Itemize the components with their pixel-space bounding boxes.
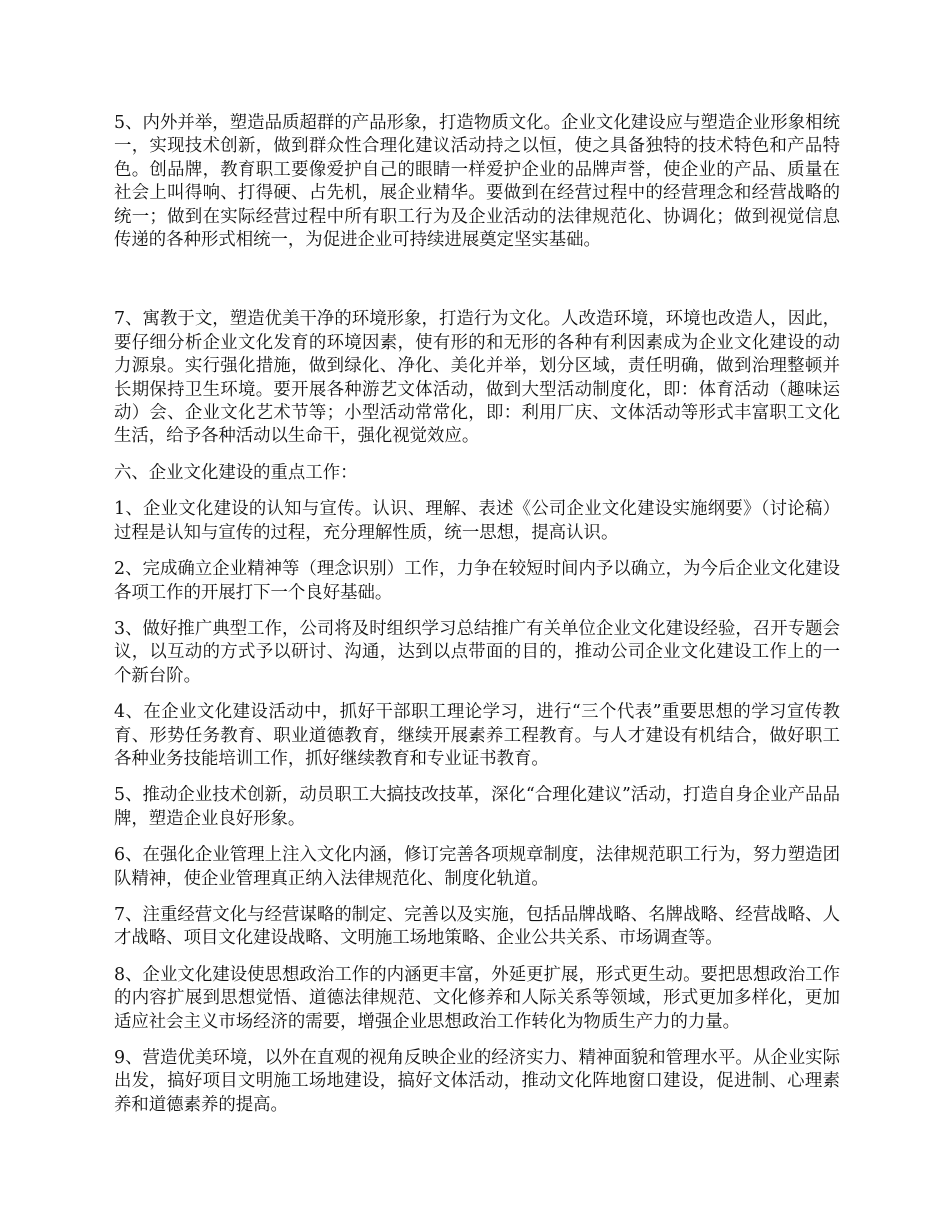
paragraph-key-work-6: 6、在强化企业管理上注入文化内涵，修订完善各项规章制度，法律规范职工行为，努力塑造团队精神，使企业管理真正纳入法律规范化、制度化轨道。 [114, 845, 840, 889]
paragraph-key-work-3: 3、做好推广典型工作，公司将及时组织学习总结推广有关单位企业文化建设经验，召开专题会议，以互动的方式予以研讨、沟通，达到以点带面的目的，推动公司企业文化建设工作上的一个新台阶。 [114, 618, 840, 686]
paragraph-key-work-9: 9、营造优美环境，以外在直观的视角反映企业的经济实力、精神面貌和管理水平。从企业实际出发，搞好项目文明施工场地建设，搞好文体活动，推动文化阵地窗口建设，促进制、心理素养和道德素养的提高。 [114, 1048, 840, 1115]
section-heading-key-work: 六、企业文化建设的重点工作： [114, 462, 358, 483]
paragraph-key-work-8: 8、企业文化建设使思想政治工作的内涵更丰富，外延更扩展，形式更生动。要把思想政治工作的内容扩展到思想觉悟、道德法律规范、文化修养和人际关系等领域，形式更加多样化，更加适应社会主义市场经济的需要，增强企业思想政治工作转化为物质生产力的力量。 [114, 964, 840, 1032]
document-body [114, 112, 840, 1130]
paragraph-key-work-4: 4、在企业文化建设活动中，抓好干部职工理论学习，进行“三个代表”重要思想的学习宣传教育、形势任务教育、职业道德教育，继续开展素养工程教育。与人才建设有机结合，做好职工各种业务技能培训工作，抓好继续教育和专业证书教育。 [114, 702, 840, 769]
paragraph-key-work-1: 1、企业文化建设的认知与宣传。认识、理解、表述《公司企业文化建设实施纲要》（讨论稿）过程是认知与宣传的过程，充分理解性质，统一思想，提高认识。 [114, 499, 840, 543]
paragraph-key-work-5: 5、推动企业技术创新，动员职工大搞技改技革，深化“合理化建议”活动，打造自身企业产品品牌，塑造企业良好形象。 [114, 785, 840, 829]
paragraph-material-culture: 5、内外并举，塑造品质超群的产品形象，打造物质文化。企业文化建设应与塑造企业形象相统一，实现技术创新，做到群众性合理化建议活动持之以恒，使之具备独特的技术特色和产品特色。创品牌，教育职工要像爱护自己的眼睛一样爱护企业的品牌声誉，使企业的产品、质量在社会上叫得响、打得硬、占先机，展企业精华。要做到在经营过程中的经营理念和经营战略的统一；做到在实际经营过程中所有职工行为及企业活动的法律规范化、协调化；做到视觉信息传递的各种形式相统一，为促进企业可持续进展奠定坚实基础。 [114, 113, 840, 251]
paragraph-key-work-7: 7、注重经营文化与经营谋略的制定、完善以及实施，包括品牌战略、名牌战略、经营战略、人才战略、项目文化建设战略、文明施工场地策略、企业公共关系、市场调查等。 [114, 904, 840, 949]
paragraph-key-work-2: 2、完成确立企业精神等（理念识别）工作，力争在较短时间内予以确立，为今后企业文化建设各项工作的开展打下一个良好基础。 [114, 559, 840, 603]
paragraph-behavior-culture: 7、寓教于文，塑造优美干净的环境形象，打造行为文化。人改造环境，环境也改造人，因此，要仔细分析企业文化发育的环境因素，使有形的和无形的各种有利因素成为企业文化建设的动力源泉。实行强化措施，做到绿化、净化、美化并举，划分区域，责任明确，做到治理整顿并长期保持卫生环境。要开展各种游艺文体活动，做到大型活动制度化，即：体育活动（趣味运动）会、企业文化艺术节等；小型活动常常化，即：利用厂庆、文体活动等形式丰富职工文化生活，给予各种活动以生命干，强化视觉效应。 [114, 309, 840, 447]
